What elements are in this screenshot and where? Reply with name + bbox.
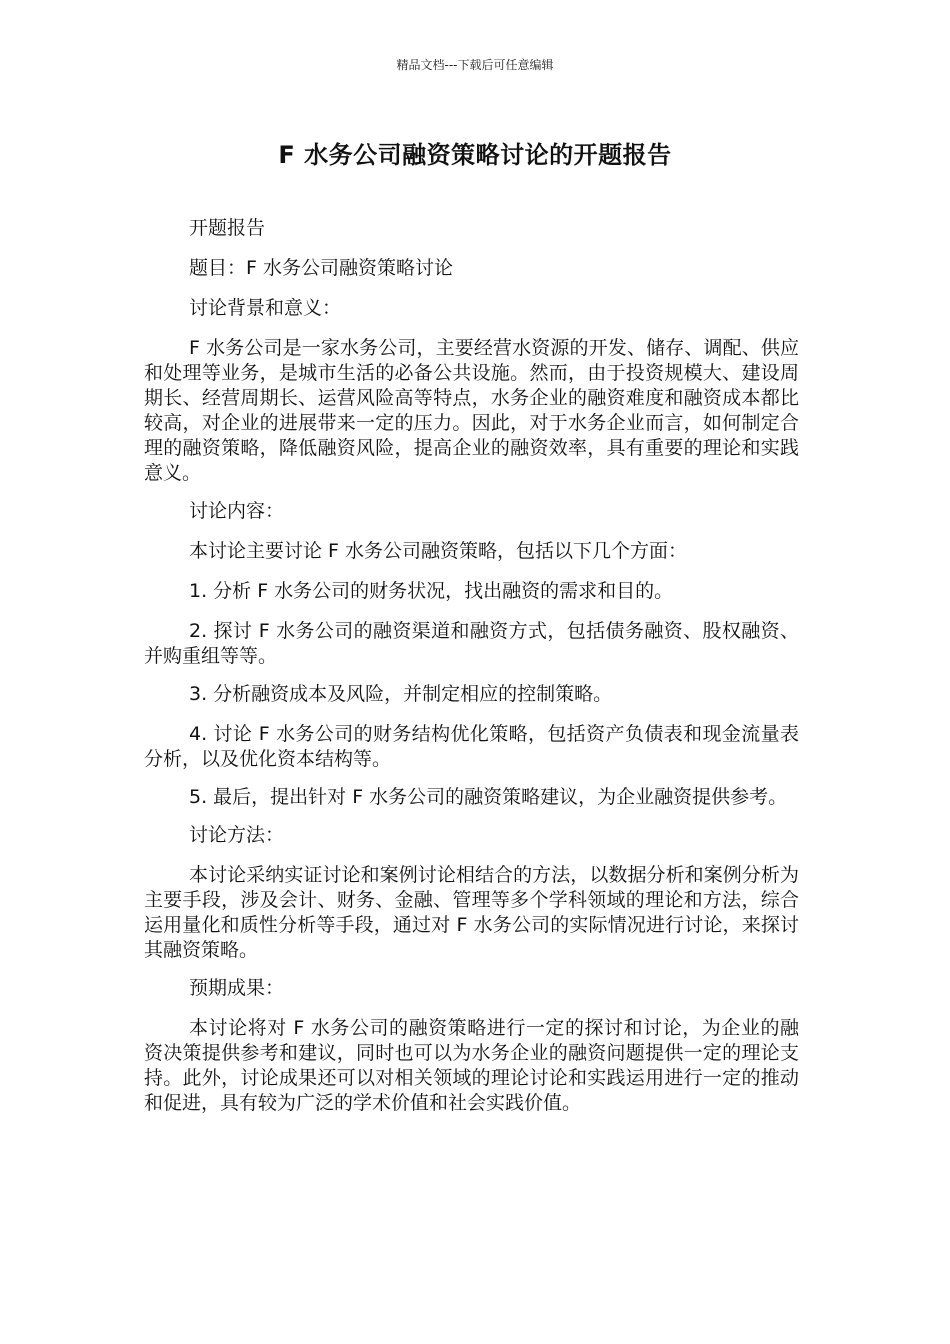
list-item-1: 1. 分析 F 水务公司的财务状况，找出融资的需求和目的。: [189, 580, 674, 602]
document-title: F 水务公司融资策略讨论的开题报告: [278, 141, 672, 169]
list-item-5: 5. 最后，提出针对 F 水务公司的融资策略建议，为企业融资提供参考。: [189, 786, 788, 808]
section-heading-method: 讨论方法：: [189, 824, 285, 846]
section-heading-background: 讨论背景和意义：: [189, 297, 342, 319]
document-body: [144, 216, 799, 1129]
paragraph-outcome: 本讨论将对 F 水务公司的融资策略进行一定的探讨和讨论，为企业的融资决策提供参考和建议，同时也可以为水务企业的融资问题提供一定的理论支持。此外，讨论成果还可以对相关领域的理论讨论和实践运用进行一定的推动和促进，具有较为广泛的学术价值和社会实践价值。: [144, 1017, 799, 1114]
paragraph-background: F 水务公司是一家水务公司，主要经营水资源的开发、储存、调配、供应和处理等业务，是城市生活的必备公共设施。然而，由于投资规模大、建设周期长、经营周期长、运营风险高等特点，水务企业的融资难度和融资成本都比较高，对企业的进展带来一定的压力。因此，对于水务企业而言，如何制定合理的融资策略，降低融资风险，提高企业的融资效率，具有重要的理论和实践意义。: [144, 337, 799, 484]
paragraph-content-intro: 本讨论主要讨论 F 水务公司融资策略，包括以下几个方面：: [189, 540, 688, 562]
page-header: 精品文档---下载后可任意编辑: [396, 58, 554, 72]
paragraph-topic: 题目：F 水务公司融资策略讨论: [189, 257, 453, 279]
list-item-3: 3. 分析融资成本及风险，并制定相应的控制策略。: [189, 683, 613, 705]
section-heading-outcome: 预期成果：: [189, 977, 285, 999]
paragraph-report-label: 开题报告: [189, 217, 266, 239]
paragraph-method: 本讨论采纳实证讨论和案例讨论相结合的方法，以数据分析和案例分析为主要手段，涉及会计、财务、金融、管理等多个学科领域的理论和方法，综合运用量化和质性分析等手段，通过对 F 水务公司的实际情况进行讨论，来探讨其融资策略。: [144, 864, 799, 961]
section-heading-content: 讨论内容：: [189, 500, 285, 522]
list-item-2: 2. 探讨 F 水务公司的融资渠道和融资方式，包括债务融资、股权融资、并购重组等等。: [144, 620, 799, 667]
list-item-4: 4. 讨论 F 水务公司的财务结构优化策略，包括资产负债表和现金流量表分析，以及优化资本结构等。: [144, 723, 799, 770]
